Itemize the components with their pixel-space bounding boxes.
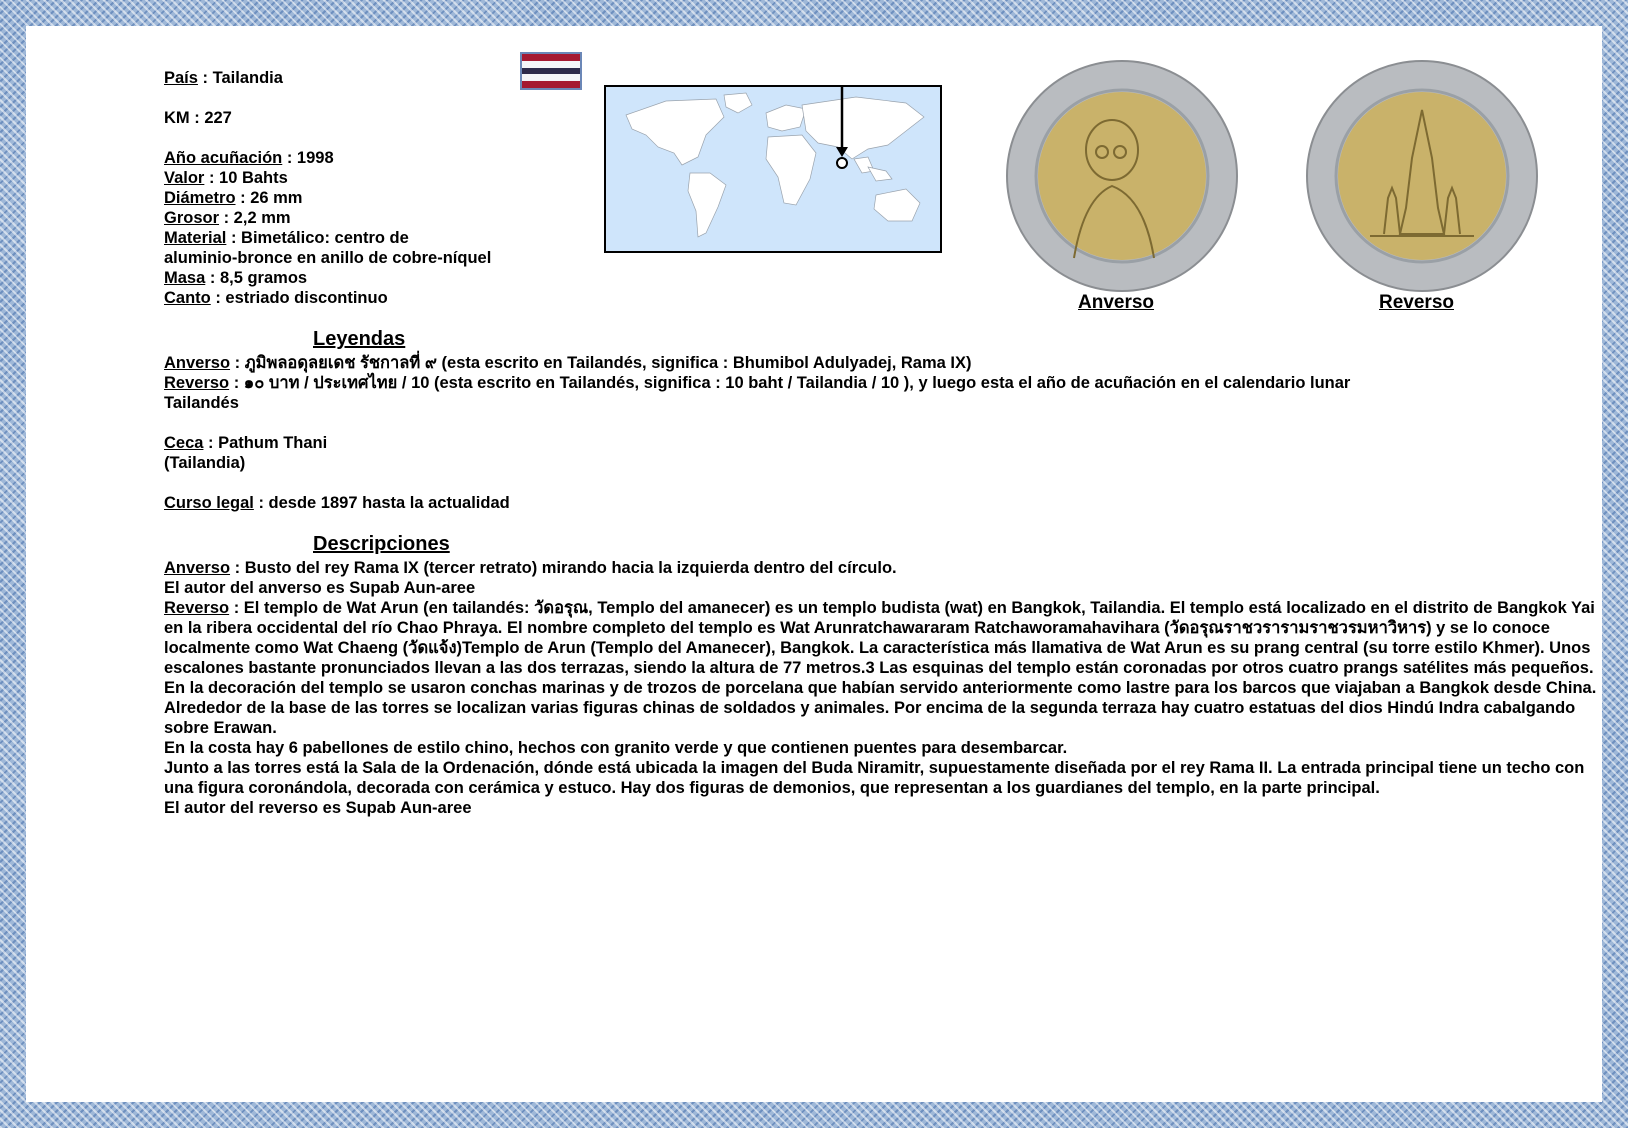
masa-label: Masa xyxy=(164,269,206,287)
descripcion-parrafo-3: En la costa hay 6 pabellones de estilo chino, hechos con granito verde y que contienen puentes para desembarcar. xyxy=(164,739,1068,757)
valor-label: Valor xyxy=(164,169,205,187)
leyenda-reverso-label: Reverso xyxy=(164,374,230,392)
curso-legal-value: : desde 1897 hasta la actualidad xyxy=(253,494,510,512)
km-line: KM : 227 xyxy=(164,109,232,127)
world-map-drawing xyxy=(606,87,940,251)
leyenda-anverso-text: : ภูมิพลอดุลยเดช รัชกาลที่ ๙ (esta escrito en Tailandés, significa : Bhumibol Adulyadej, Rama IX) xyxy=(230,354,972,372)
descripcion-parrafo-2: En la decoración del templo se usaron conchas marinas y de trozos de porcelana que habían servido anteriormente como lastre para los barcos que viajaban a Bangkok desde China. Alrededor de la base de las torres se localizan varias figuras chinas de soldados y animales. Por encima de la segunda terraza hay cuatro estatuas del dios Hindú Indra cabalgando sobre Erawan. xyxy=(164,679,1597,737)
grosor-line xyxy=(164,208,291,228)
canto-line xyxy=(164,288,388,308)
descripcion-anverso-text: : Busto del rey Rama IX (tercer retrato) mirando hacia la izquierda dentro del círculo. xyxy=(230,559,897,577)
masa-line xyxy=(164,268,307,288)
pais-line xyxy=(164,68,283,88)
flag-stripe xyxy=(522,54,580,61)
leyenda-reverso-line-2: Tailandés xyxy=(164,394,239,412)
material-label: Material xyxy=(164,229,227,247)
material-line xyxy=(164,228,409,248)
anio-value: : 1998 xyxy=(282,149,334,167)
descripcion-reverso-text: : El templo de Wat Arun (en tailandés: วัดอรุณ, Templo del amanecer) es un templo budista (wat) en Bangkok, Tailandia. El templo está localizado en el distrito de Bangkok Yai en la ribera occidental del río Chao Phraya. El nombre completo del templo es Wat Arunratchawararam Ratchaworamahavihara (วัดอรุณราชวรารามราชวรมหาวิหาร) y se lo conoce localmente como Wat Chaeng (วัดแจ้ง)Templo de Arun (Templo del Amanecer), Bangkok. La característica más llamativa de Wat Arun es su prang central (su torre estilo Khmer). Unos escalones bastante pronunciados llevan a las dos terrazas, siendo la altura de 77 metros.3 Las esquinas del templo están coronadas por otros cuatro prangs satélites más pequeños. xyxy=(164,599,1595,677)
diametro-line xyxy=(164,188,302,208)
flag-stripe xyxy=(522,74,580,81)
descripcion-anverso-autor: El autor del anverso es Supab Aun-aree xyxy=(164,579,476,597)
coin-reverse-image xyxy=(1304,58,1540,294)
descripcion-reverso xyxy=(164,598,1604,678)
anverso-caption: Anverso xyxy=(1078,292,1155,313)
curso-legal-label: Curso legal xyxy=(164,494,254,512)
map-location-marker xyxy=(837,158,847,168)
valor-value: : 10 Bahts xyxy=(204,169,288,187)
pais-value: : Tailandia xyxy=(197,69,283,87)
descripcion-reverso-label: Reverso xyxy=(164,599,230,617)
flag-stripe xyxy=(522,61,580,68)
descripcion-anverso xyxy=(164,558,1604,578)
descripcion-anverso-label: Anverso xyxy=(164,559,231,577)
pais-label: País xyxy=(164,69,198,87)
ceca-line xyxy=(164,433,327,453)
material-value: : Bimetálico: centro de xyxy=(226,229,409,247)
curso-legal-line xyxy=(164,493,510,513)
canto-value: : estriado discontinuo xyxy=(210,289,388,307)
grosor-label: Grosor xyxy=(164,209,220,227)
reverso-caption: Reverso xyxy=(1379,292,1454,313)
descripcion-reverso-autor: El autor del reverso es Supab Aun-aree xyxy=(164,799,472,817)
descripcion-parrafo-4: Junto a las torres está la Sala de la Ordenación, dónde está ubicada la imagen del Buda Niramitr, supuestamente diseñada por el rey Rama II. La entrada principal tiene un techo con una figura coronándola, decorada con cerámica y estuco. Hay dos figuras de demonios, que representan a los guardianes del templo, en la parte principal. xyxy=(164,759,1585,797)
grosor-value: : 2,2 mm xyxy=(219,209,291,227)
flag-stripe xyxy=(522,68,580,75)
leyenda-reverso-line xyxy=(164,373,1350,393)
leyenda-anverso-line xyxy=(164,353,972,373)
thailand-flag-image xyxy=(520,52,582,90)
masa-value: : 8,5 gramos xyxy=(205,269,308,287)
leyenda-anverso-label: Anverso xyxy=(164,354,231,372)
ceca-value: : Pathum Thani xyxy=(203,434,328,452)
leyenda-reverso-text: : ๑๐ บาท / ประเทศไทย / 10 (esta escrito en Tailandés, significa : 10 baht / Tailandia / 10 ), y luego esta el año de acuñación en el calendario lunar xyxy=(229,374,1351,392)
coin-center xyxy=(1038,92,1206,260)
canto-label: Canto xyxy=(164,289,211,307)
leyendas-heading: Leyendas xyxy=(313,328,406,350)
flag-stripe xyxy=(522,81,580,88)
anio-label: Año acuñación xyxy=(164,149,283,167)
diametro-label: Diámetro xyxy=(164,189,236,207)
ceca-label: Ceca xyxy=(164,434,204,452)
material-line-2: aluminio-bronce en anillo de cobre-níquel xyxy=(164,249,492,267)
coin-obverse-image xyxy=(1004,58,1240,294)
descripciones-body xyxy=(164,558,1604,818)
diametro-value: : 26 mm xyxy=(235,189,303,207)
descripciones-heading: Descripciones xyxy=(313,533,450,555)
world-map-image xyxy=(604,85,942,253)
ceca-line-2: (Tailandia) xyxy=(164,454,246,472)
anio-line xyxy=(164,148,334,168)
valor-line xyxy=(164,168,288,188)
